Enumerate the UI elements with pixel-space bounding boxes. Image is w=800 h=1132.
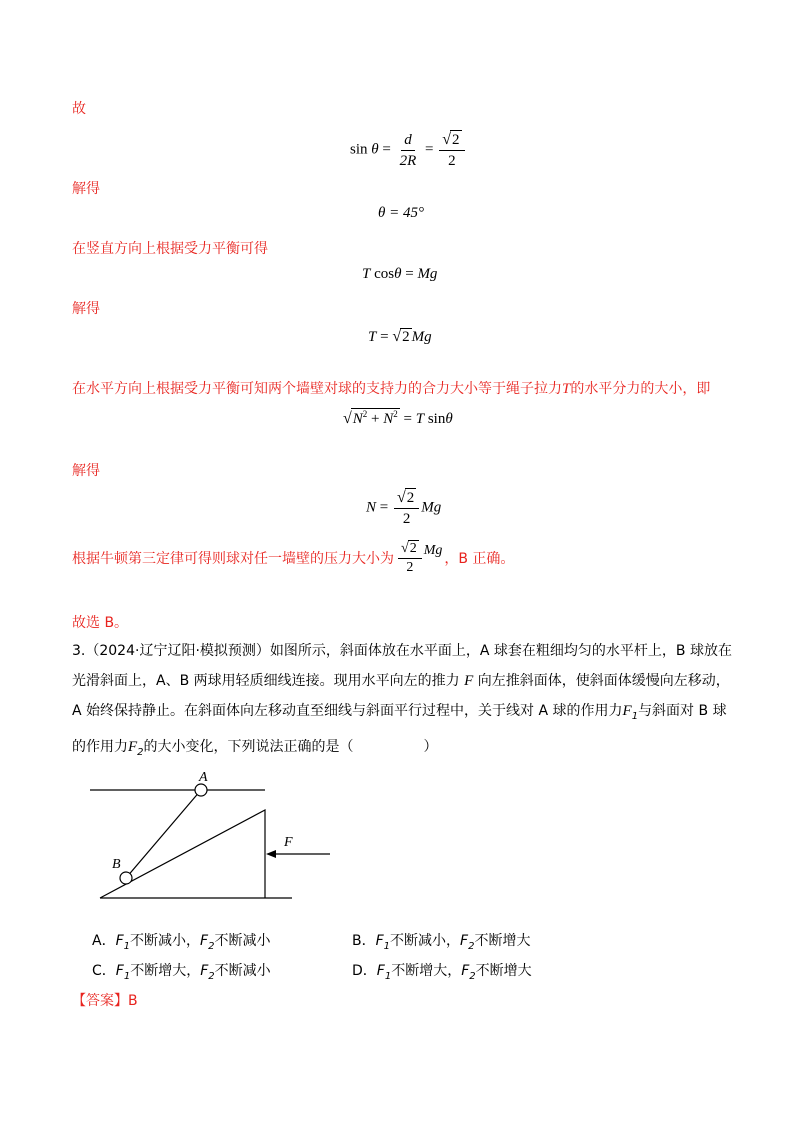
eq5-n2: N bbox=[383, 411, 394, 427]
option-d-f2: F bbox=[461, 963, 470, 979]
question-f2: F bbox=[128, 738, 138, 755]
eq5-n1: N bbox=[352, 411, 363, 427]
eq5-plus: + bbox=[371, 411, 380, 427]
option-a-t2: 不断减小 bbox=[214, 933, 271, 949]
equation-t-sqrt2mg: T = √2 Mg bbox=[368, 328, 432, 345]
ball-b bbox=[120, 872, 132, 884]
question-text-3: 与斜面对 B 球的作用力 bbox=[72, 703, 727, 755]
eq4-t: T bbox=[368, 329, 377, 345]
option-c-letter: C． bbox=[92, 963, 116, 979]
line-horizontal-balance bbox=[72, 378, 710, 398]
line-jiede-2: 解得 bbox=[72, 301, 100, 317]
option-d-t1: 不断增大， bbox=[391, 963, 462, 979]
newton-third-expr: $\frac{√2}{2}$ Mg bbox=[396, 540, 442, 576]
eq1-den-2: 2 bbox=[448, 153, 456, 169]
eq3-theta: θ bbox=[394, 266, 402, 282]
option-c-t2: 不断减小 bbox=[214, 963, 271, 979]
inline-den: 2 bbox=[406, 560, 414, 575]
eq4-rad: 2 bbox=[402, 329, 410, 345]
eq5-sin: sin bbox=[427, 411, 446, 427]
eq6-mg: Mg bbox=[421, 499, 442, 516]
answer bbox=[72, 990, 138, 1010]
option-d-t2: 不断增大 bbox=[475, 963, 532, 979]
question-f2-sub: 2 bbox=[137, 746, 144, 758]
incline-figure bbox=[60, 760, 360, 910]
eq5-sup2: 2 bbox=[393, 409, 398, 419]
eq4-equals: = bbox=[380, 329, 389, 345]
answer-value: B bbox=[128, 993, 138, 1009]
line-jiede-1: 解得 bbox=[72, 181, 100, 197]
eq6-fraction: $\frac{√2}{2}$ bbox=[394, 488, 419, 528]
option-c-f2: F bbox=[200, 963, 209, 979]
label-f: F bbox=[284, 835, 293, 850]
newton-third-text: 根据牛顿第三定律可得则球对任一墙壁的压力大小为 bbox=[72, 551, 394, 567]
equation-sqrt-n2: $√N^2 + N^2 = T$ sinθ bbox=[343, 409, 453, 427]
line-conclusion: 故选 B。 bbox=[72, 615, 129, 631]
option-b-f2: F bbox=[460, 933, 469, 949]
horizontal-balance-tail: 的水平分力的大小，即 bbox=[570, 381, 711, 397]
question-source: （2024·辽宁辽阳·模拟预测） bbox=[85, 643, 270, 659]
option-c-s1: 1 bbox=[123, 970, 131, 982]
horizontal-balance-t: T bbox=[562, 381, 571, 397]
eq1-theta: θ bbox=[371, 141, 379, 158]
option-b-s1: 1 bbox=[383, 940, 391, 952]
eq6-equals: = bbox=[379, 499, 389, 516]
eq5-sup1: 2 bbox=[362, 409, 368, 419]
eq6-den: 2 bbox=[402, 511, 411, 527]
equation-sin-theta: sin θ = $\frac{d}{2R}$ = $\frac{√2}{2}$ bbox=[350, 130, 467, 170]
question-text-2: 向左推斜面体，使斜面体缓慢向左移动，A 始终保持静止。在斜面体向左移动直至细线与斜面平行过程中，关于线对 A 球的作用力 bbox=[72, 673, 730, 719]
label-b: B bbox=[112, 857, 121, 872]
option-b-t1: 不断减小， bbox=[390, 933, 461, 949]
eq3-t: T bbox=[362, 266, 371, 282]
horizontal-balance-text: 在水平方向上根据受力平衡可知两个墙壁对球的支持力的合力大小等于绳子拉力 bbox=[72, 381, 562, 397]
eq6-n: N bbox=[366, 499, 377, 516]
eq1-num-d: d bbox=[401, 131, 415, 151]
option-c[interactable] bbox=[92, 960, 271, 982]
option-b-t2: 不断增大 bbox=[474, 933, 531, 949]
question-text-4: 的大小变化，下列说法正确的是（ ） bbox=[143, 738, 438, 755]
eq1-equals: = bbox=[382, 141, 391, 158]
question-f: F bbox=[464, 673, 474, 689]
line-gu: 故 bbox=[72, 101, 86, 117]
line-newton-third bbox=[72, 540, 514, 576]
eq1-fraction-d bbox=[397, 131, 420, 170]
question-number: 3. bbox=[72, 643, 86, 659]
eq5-theta: θ bbox=[445, 411, 453, 427]
option-d-s2: 2 bbox=[469, 970, 476, 982]
option-b-letter: B． bbox=[352, 933, 376, 949]
option-b-f1: F bbox=[375, 933, 384, 949]
option-d-letter: D． bbox=[352, 963, 377, 979]
ball-a bbox=[195, 784, 207, 796]
option-d-s1: 1 bbox=[384, 970, 392, 982]
option-a[interactable] bbox=[92, 930, 270, 952]
option-a-f1: F bbox=[115, 933, 124, 949]
answer-label: 【答案】 bbox=[72, 993, 128, 1009]
eq3-mg: Mg bbox=[417, 266, 438, 282]
option-a-f2: F bbox=[200, 933, 209, 949]
incline-block bbox=[100, 810, 265, 898]
option-b[interactable] bbox=[352, 930, 530, 952]
eq5-t: T bbox=[415, 411, 425, 427]
option-a-t1: 不断减小， bbox=[130, 933, 201, 949]
option-a-s2: 2 bbox=[208, 940, 215, 952]
option-d[interactable] bbox=[352, 960, 532, 982]
option-c-s2: 2 bbox=[208, 970, 215, 982]
label-a: A bbox=[199, 770, 208, 785]
newton-third-tail: ，B 正确。 bbox=[444, 551, 515, 567]
eq5-equals: = bbox=[403, 411, 412, 427]
eq1-sin: sin bbox=[350, 141, 368, 158]
eq4-mg: Mg bbox=[411, 329, 432, 345]
question-text-1: 如图所示，斜面体放在水平面上，A 球套在粗细均匀的水平杆上，B 球放在光滑斜面上，A、B 两球用轻质细线连接。现用水平向左的推力 bbox=[72, 643, 732, 689]
eq1-num-sqrt2: 2 bbox=[452, 132, 460, 148]
question-f1-sub: 1 bbox=[631, 710, 639, 722]
option-c-f1: F bbox=[115, 963, 124, 979]
option-a-s1: 1 bbox=[123, 940, 131, 952]
eq6-rad: 2 bbox=[406, 490, 415, 506]
option-c-t1: 不断增大， bbox=[130, 963, 201, 979]
equation-theta-45: θ = 45° bbox=[378, 205, 424, 221]
line-vertical-balance: 在竖直方向上根据受力平衡可得 bbox=[72, 241, 268, 257]
eq1-den-2r: 2R bbox=[399, 152, 417, 169]
force-arrowhead bbox=[266, 850, 276, 858]
eq1-fraction-sqrt2: $\frac{√2}{2}$ bbox=[439, 130, 464, 170]
inline-rad: 2 bbox=[409, 541, 417, 556]
question-3 bbox=[72, 636, 732, 768]
inline-mg: Mg bbox=[423, 543, 443, 558]
equation-n bbox=[366, 488, 441, 528]
option-d-f1: F bbox=[376, 963, 385, 979]
eq3-equals: = bbox=[405, 266, 414, 282]
equation-tcos bbox=[362, 266, 437, 283]
eq3-cos: cos bbox=[374, 266, 395, 282]
question-f1: F bbox=[622, 703, 632, 719]
option-a-letter: A． bbox=[92, 933, 116, 949]
option-b-s2: 2 bbox=[468, 940, 475, 952]
line-jiede-3: 解得 bbox=[72, 463, 100, 479]
